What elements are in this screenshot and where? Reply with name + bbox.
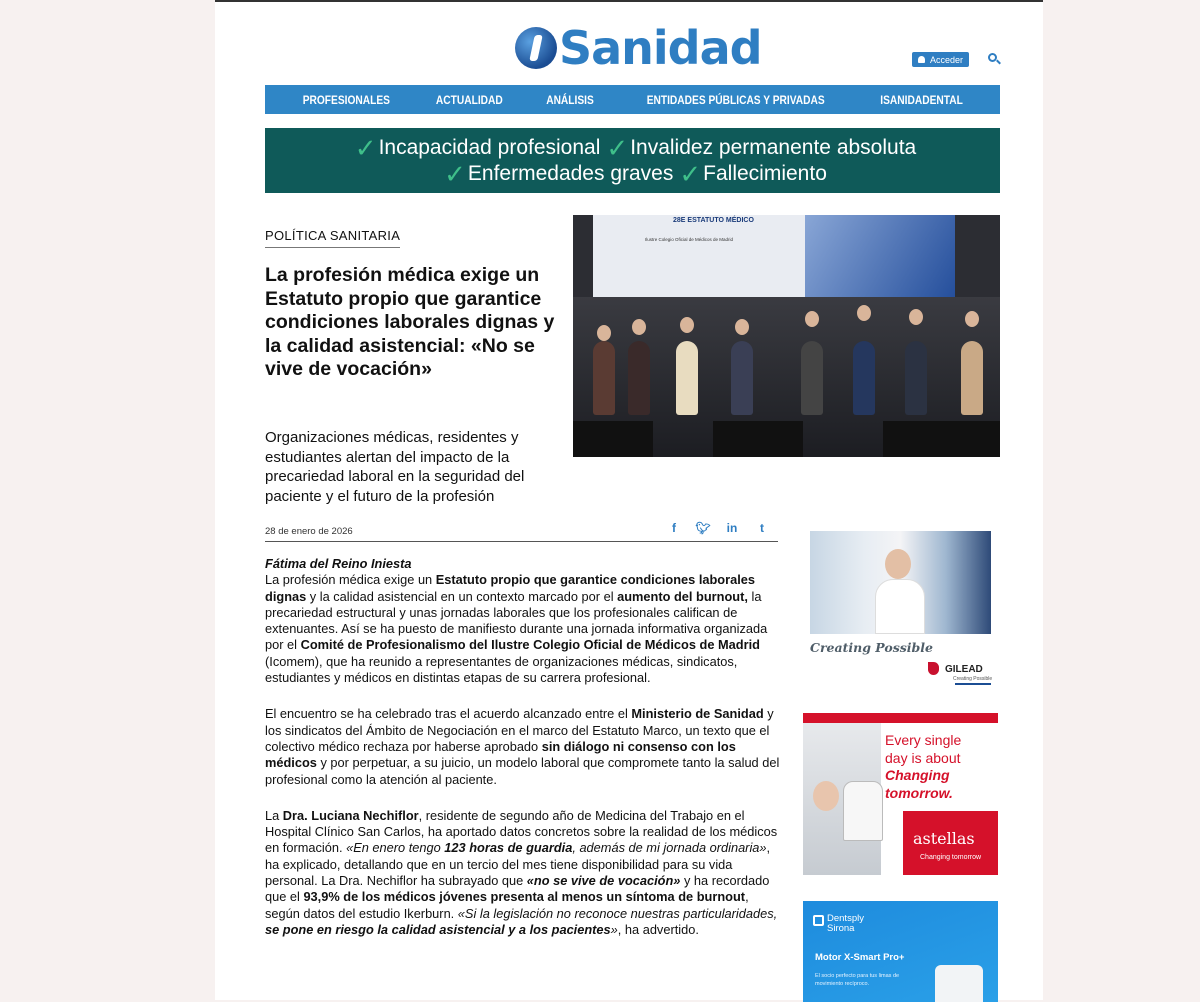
nav-item-actualidad[interactable]: ACTUALIDAD <box>436 92 504 107</box>
tumblr-icon[interactable]: t <box>760 521 764 535</box>
article-author: Fátima del Reino Iniesta <box>265 556 412 571</box>
main-nav <box>265 85 1000 114</box>
dentsply-brand-line1: Dentsply <box>827 913 864 924</box>
dentsply-brand-line2: Sirona <box>827 923 855 934</box>
dentsply-product: Motor X-Smart Pro+ <box>815 952 905 963</box>
user-icon <box>918 56 925 63</box>
gilead-tagline: Creating Possible <box>810 640 933 655</box>
search-icon[interactable] <box>987 52 1001 66</box>
astellas-line2: day is about <box>885 749 961 766</box>
article-body <box>265 556 781 958</box>
astellas-bold2: tomorrow. <box>885 784 953 801</box>
banner-line-2 <box>438 158 827 189</box>
nav-item-isanidadental[interactable]: ISANIDADENTAL <box>880 92 963 107</box>
facebook-icon[interactable]: f <box>672 521 676 535</box>
logo-i-icon <box>515 27 557 69</box>
device-image <box>935 965 983 1002</box>
paragraph-3: La Dra. Luciana Nechiflor, residente de segundo año de Medicina del Trabajo en el Hospital Clínico San Carlos, ha aportado datos concretos sobre la realidad de los médicos en formación. «En enero tengo 123 horas de guardia, además de mi jornada ordinaria», ha explicado, detallando que en un tercio del mes tiene disponibilidad para su vida personal. La Dra. Nechiflor ha subrayado que «no se vive de vocación» y ha recordado que el 93,9% de los médicos jóvenes presenta al menos un síntoma de burnout, según datos del estudio Ikerburn. «Si la legislación no reconoce nuestras particularidades, se pone en riesgo la calidad asistencial y a los pacientes», ha advertido. <box>265 807 778 937</box>
paragraph-2: El encuentro se ha celebrado tras el acuerdo alcanzado entre el Ministerio de Sanidad y los sindicatos del Ámbito de Negociación en el marco del Estatuto Marco, un texto que el colectivo médico rechaza por haberse aprobado sin diálogo ni consenso con los médicos y por perpetuar, a su juicio, un modelo laboral que compromete tanto la salud del profesional como la atención al paciente. <box>265 706 780 787</box>
scientist-photo <box>803 723 881 875</box>
linkedin-icon[interactable]: in <box>726 521 738 535</box>
lab-photo <box>810 531 991 634</box>
dentsply-ad[interactable] <box>803 901 998 1002</box>
astellas-ad[interactable] <box>803 713 998 875</box>
banner-item: Invalidez permanente absoluta <box>630 135 917 159</box>
astellas-brand: astellas <box>913 829 975 848</box>
nav-item-profesionales[interactable]: PROFESIONALES <box>302 92 390 107</box>
article-hero-image <box>573 215 1000 457</box>
nav-item-entidades[interactable]: ENTIDADES PÚBLICAS Y PRIVADAS <box>646 92 825 107</box>
logo-text: Sanidad <box>559 21 762 75</box>
article-subtitle: Organizaciones médicas, residentes y estudiantes alertan del impacto de la precariedad laboral en la seguridad del paciente y el futuro de la profesión <box>265 429 525 505</box>
screen-subtitle: Ilustre Colegio Oficial de Médicos de Madrid <box>645 237 734 242</box>
banner-line-1 <box>349 132 917 163</box>
dentsply-desc: El socio perfecto para tus limas de movimiento recíproco. <box>815 973 900 987</box>
gilead-ad[interactable] <box>805 530 995 690</box>
screen-title: 28E ESTATUTO MÉDICO <box>673 217 754 224</box>
banner-item: Incapacidad profesional <box>378 135 601 159</box>
section-tag[interactable]: POLÍTICA SANITARIA <box>265 228 400 248</box>
gilead-brand: GILEAD <box>945 664 983 675</box>
astellas-brand-sub: Changing tomorrow <box>920 854 982 861</box>
panel-stage <box>573 297 1000 457</box>
microscope-icon <box>843 781 883 841</box>
gilead-brand-sub: Creating Possible <box>953 676 993 682</box>
dentsply-brand <box>827 914 864 934</box>
astellas-line1: Every single <box>885 732 962 748</box>
page <box>215 0 1043 1000</box>
insurance-banner-ad[interactable] <box>265 128 1000 193</box>
banner-item: Fallecimiento <box>703 161 827 185</box>
nav-item-analisis[interactable]: ANÁLISIS <box>546 92 594 107</box>
login-label: Acceder <box>930 54 964 65</box>
check-icon: ✓ <box>679 158 702 189</box>
check-icon: ✓ <box>354 132 377 163</box>
astellas-copy <box>885 732 995 802</box>
article-headline: La profesión médica exige un Estatuto propio que garantice condiciones laborales dignas y la calidad asistencial: «No se vive de vocación» <box>265 264 555 381</box>
dentsply-logo-icon <box>813 915 824 926</box>
astellas-bold1: Changing <box>885 767 950 783</box>
divider <box>265 541 778 542</box>
paragraph-1: Fátima del Reino Iniesta La profesión médica exige un Estatuto propio que garantice condiciones laborales dignas y la calidad asistencial en un contexto marcado por el aumento del burnout, la precariedad estructural y unas jornadas laborales que los profesionales califican de extenuantes. Así se ha puesto de manifiesto durante una jornada informativa organizada por el Comité de Profesionalismo del Ilustre Colegio Oficial de Médicos de Madrid (Icomem), que ha reunido a representantes de organizaciones médicas, sindicatos, estudiantes y médicos en distintas etapas de su carrera profesional. <box>265 556 781 686</box>
isanidad-logo[interactable] <box>515 20 762 76</box>
event-screen <box>593 215 955 297</box>
twitter-icon[interactable]: 🐦︎ <box>695 521 711 535</box>
check-icon: ✓ <box>444 158 466 189</box>
check-icon: ✓ <box>606 132 629 163</box>
banner-item: Enfermedades graves <box>467 161 674 185</box>
article-date: 28 de enero de 2026 <box>265 526 353 537</box>
gilead-logo-icon <box>928 662 939 675</box>
login-button[interactable] <box>912 52 969 67</box>
